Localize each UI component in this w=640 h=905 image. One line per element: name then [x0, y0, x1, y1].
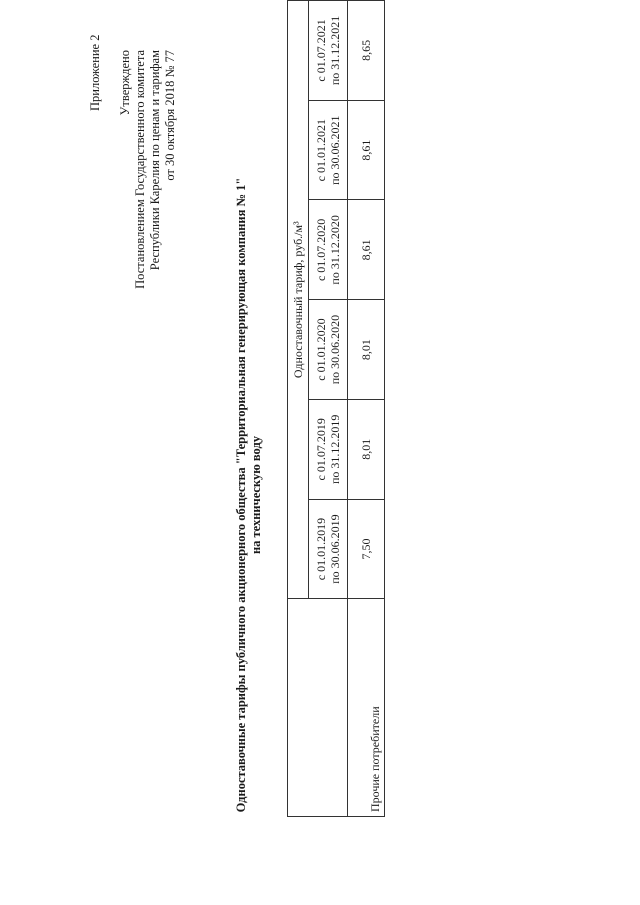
period-to: по 31.12.2021 — [328, 15, 342, 86]
period-from: с 01.01.2020 — [314, 318, 328, 381]
document-title — [234, 175, 264, 815]
tariff-value-cell: 8,01 — [348, 300, 385, 400]
tariff-table — [287, 0, 385, 817]
period-from: с 01.07.2021 — [314, 19, 328, 82]
tariff-value-cell: 8,61 — [348, 100, 385, 200]
approval-line-2: Республики Карелия по ценам и тарифам — [148, 50, 162, 271]
tariff-value-cell: 8,01 — [348, 399, 385, 499]
approval-line-3: от 30 октября 2018 № 77 — [163, 50, 177, 181]
period-from: с 01.07.2020 — [314, 218, 328, 282]
consumer-name-cell: Прочие потребители — [348, 599, 385, 817]
period-to: по 30.06.2019 — [328, 514, 342, 584]
approval-block — [118, 50, 178, 289]
period-from: с 01.01.2019 — [314, 517, 328, 581]
consumer-header-cell — [288, 599, 348, 817]
period-from: с 01.07.2019 — [314, 418, 328, 481]
appendix-label: Приложение 2 — [88, 34, 102, 111]
period-header-cell — [309, 300, 348, 400]
approval-heading: Утверждено — [118, 50, 132, 116]
tariff-value-cell: 8,65 — [348, 1, 385, 101]
period-header-cell — [309, 1, 348, 101]
period-to: по 30.06.2020 — [328, 314, 342, 385]
period-header-cell — [309, 399, 348, 499]
period-header-cell — [309, 499, 348, 599]
period-to: по 30.06.2021 — [328, 115, 342, 185]
period-header-cell — [309, 200, 348, 300]
table-header-group-row — [288, 1, 309, 817]
period-from: с 01.01.2021 — [314, 118, 328, 182]
tariff-value-cell: 8,61 — [348, 200, 385, 300]
group-header-cell: Одноставочный тариф, руб./м³ — [288, 1, 309, 599]
title-line-1: Одноставочные тарифы публичного акционерного общества "Территориальная генерирующая компания № 1" — [234, 177, 248, 813]
period-to: по 31.12.2019 — [328, 414, 342, 485]
title-line-2: на техническую воду — [249, 435, 263, 555]
approval-line-1: Постановлением Государственного комитета — [133, 50, 147, 289]
period-header-cell — [309, 100, 348, 200]
period-to: по 31.12.2020 — [328, 215, 342, 285]
table-row — [348, 1, 385, 817]
tariff-value-cell: 7,50 — [348, 499, 385, 599]
